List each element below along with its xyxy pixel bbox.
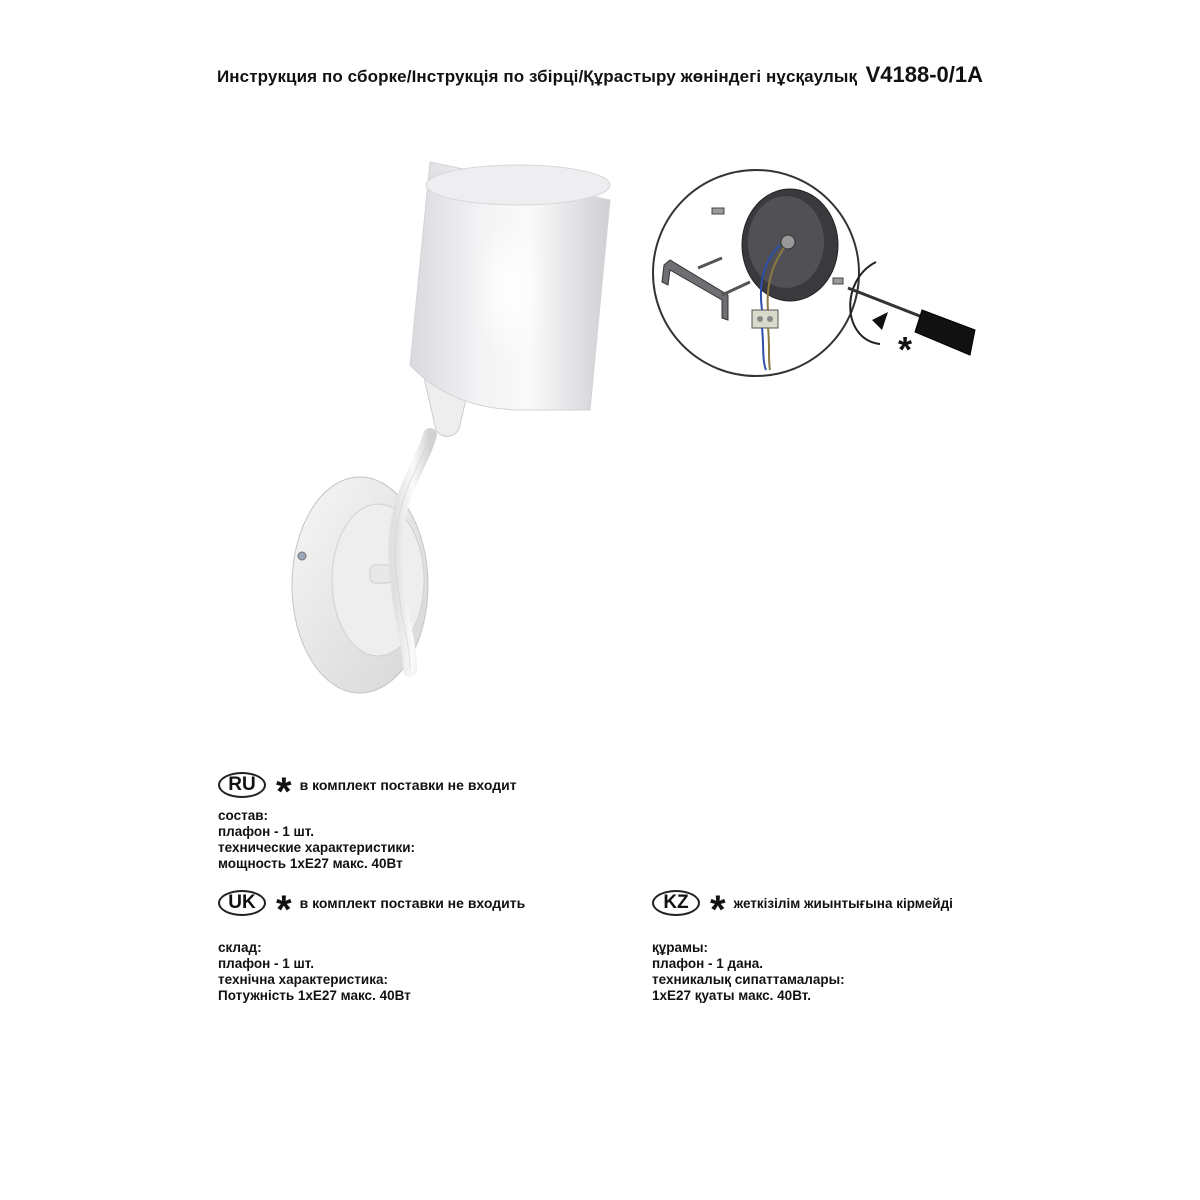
asterisk-icon: * <box>276 770 292 814</box>
kz-spec-line: 1хЕ27 қуаты макс. 40Вт. <box>652 988 811 1003</box>
ru-spec-line: мощность 1хЕ27 макс. 40Вт <box>218 856 403 871</box>
document-title: Инструкция по сборке/Інструкція по збірці/Құрастыру жөніндегі нұсқаулық <box>216 67 858 86</box>
kz-spec-line: техникалық сипаттамалары: <box>652 972 845 987</box>
model-number: V4188-0/1A <box>865 62 984 87</box>
kz-spec-line: құрамы: <box>652 940 709 955</box>
ru-language-badge: RU <box>218 772 266 798</box>
uk-header <box>218 888 526 932</box>
kz-note: жеткізілім жиынтығына кірмейді <box>733 895 953 911</box>
asterisk-icon: * <box>710 888 726 932</box>
diagram-asterisk: * <box>898 329 913 370</box>
kz-specs <box>652 940 845 1004</box>
uk-language-badge: UK <box>218 890 266 916</box>
ru-spec-line: плафон - 1 шт. <box>218 824 314 839</box>
ru-spec-line: технические характеристики: <box>218 840 416 855</box>
ru-header <box>218 770 517 814</box>
uk-spec-line: склад: <box>218 940 262 955</box>
ru-note: в комплект поставки не входит <box>299 777 517 793</box>
document-header <box>0 62 1200 88</box>
ru-specs <box>218 808 415 872</box>
uk-note: в комплект поставки не входить <box>299 895 526 911</box>
wall-lamp-image <box>270 140 630 700</box>
kz-header <box>652 888 953 932</box>
uk-specs <box>218 940 411 1004</box>
mounting-diagram-image <box>640 160 985 400</box>
uk-spec-line: Потужність 1хЕ27 макс. 40Вт <box>218 988 411 1003</box>
ru-spec-line: состав: <box>218 808 268 823</box>
kz-spec-line: плафон - 1 дана. <box>652 956 764 971</box>
uk-spec-line: технічна характеристика: <box>218 972 388 987</box>
uk-spec-line: плафон - 1 шт. <box>218 956 314 971</box>
asterisk-icon: * <box>276 888 292 932</box>
kz-language-badge: KZ <box>652 890 700 916</box>
